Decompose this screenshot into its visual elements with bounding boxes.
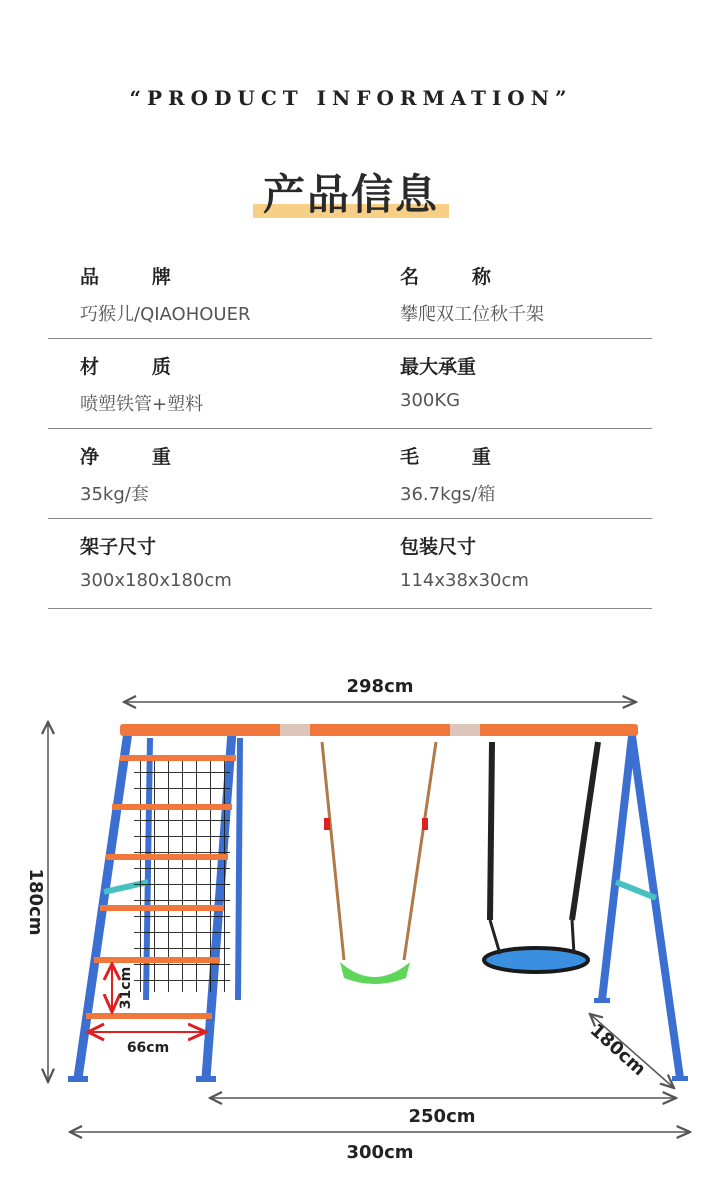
foot-pad bbox=[196, 1076, 216, 1082]
a-frame-leg bbox=[632, 736, 680, 1078]
spec-row bbox=[48, 250, 652, 339]
spec-value: 攀爬双工位秋千架 bbox=[400, 304, 544, 325]
spec-row bbox=[48, 520, 652, 609]
dimension-rung-gap: 31cm bbox=[118, 966, 134, 1010]
page-title bbox=[259, 162, 443, 222]
spec-table bbox=[48, 250, 652, 609]
swing-rope bbox=[322, 742, 344, 960]
swing-rope bbox=[404, 742, 436, 960]
nest-rope bbox=[490, 742, 492, 920]
spec-value: 35kg/套 bbox=[80, 484, 149, 505]
spec-row bbox=[48, 340, 652, 429]
dimension-rung-width: 66cm bbox=[126, 1040, 170, 1056]
ladder-leg-rear bbox=[238, 738, 240, 1000]
rope-adjuster bbox=[324, 818, 330, 830]
spec-value: 300x180x180cm bbox=[80, 570, 232, 591]
spec-label: 品 牌 bbox=[80, 266, 171, 288]
spec-label: 最大承重 bbox=[400, 356, 477, 378]
spec-value: 喷塑铁管+塑料 bbox=[80, 394, 204, 415]
spec-label: 名 称 bbox=[400, 266, 491, 288]
beam-clamp bbox=[280, 724, 310, 736]
dimension-top-width: 298cm bbox=[346, 676, 414, 697]
spec-row bbox=[48, 430, 652, 519]
spec-value: 巧猴儿/QIAOHOUER bbox=[80, 304, 251, 325]
foot-pad bbox=[594, 998, 610, 1003]
swing-set-illustration bbox=[0, 660, 702, 1200]
dimension-height: 180cm bbox=[25, 868, 46, 936]
dimension-total-width: 300cm bbox=[346, 1142, 414, 1163]
foot-pad bbox=[672, 1076, 688, 1081]
swing-seat bbox=[340, 962, 410, 984]
spec-label: 包装尺寸 bbox=[400, 536, 477, 558]
nest-rope bbox=[490, 920, 500, 954]
top-beam bbox=[120, 724, 638, 736]
nest-rope bbox=[572, 742, 598, 920]
dimension-base-width: 250cm bbox=[408, 1106, 476, 1127]
rope-adjuster bbox=[422, 818, 428, 830]
spec-label: 毛 重 bbox=[400, 446, 491, 468]
spec-value: 300KG bbox=[400, 390, 461, 411]
spec-label: 架子尺寸 bbox=[80, 536, 157, 558]
section-eyebrow: “PRODUCT INFORMATION” bbox=[129, 86, 573, 110]
spec-label: 材 质 bbox=[80, 356, 171, 378]
dimension-depth: 180cm bbox=[585, 1019, 650, 1081]
beam-clamp bbox=[450, 724, 480, 736]
climbing-net bbox=[134, 756, 230, 992]
spec-label: 净 重 bbox=[80, 446, 171, 468]
swing-set-diagram bbox=[0, 660, 702, 1200]
nest-rope bbox=[572, 920, 574, 954]
page-title-text: 产品信息 bbox=[262, 170, 439, 219]
foot-pad bbox=[68, 1076, 88, 1082]
a-frame-leg bbox=[602, 736, 632, 1000]
spec-value: 114x38x30cm bbox=[400, 570, 529, 591]
spec-value: 36.7kgs/箱 bbox=[400, 484, 496, 505]
